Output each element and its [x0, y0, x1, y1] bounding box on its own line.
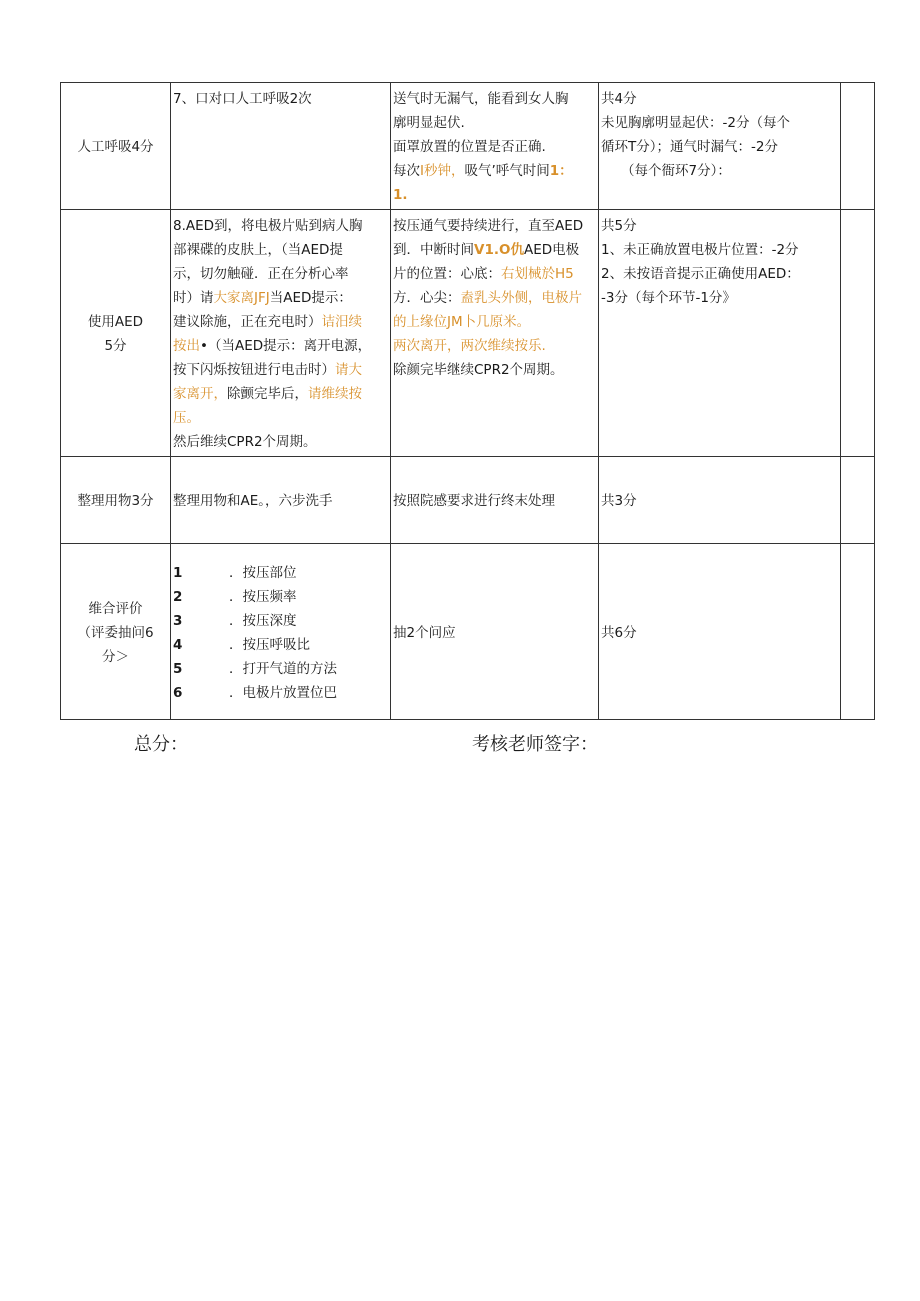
step-line: [173, 358, 388, 382]
signature-label: 考核老师签字：: [472, 734, 598, 755]
blank-cell: [841, 210, 875, 457]
highlight-text: 1.: [393, 187, 408, 203]
standard-text: 片的位置：心底：: [393, 266, 501, 282]
standard-evaluation: [391, 544, 599, 720]
highlight-text: 诘汨续: [321, 314, 362, 330]
highlight-text: 按出: [173, 338, 200, 354]
category-label: 5分: [104, 338, 127, 354]
question-list: [171, 544, 391, 720]
standard-line: 廓明显起伏.: [393, 115, 465, 131]
list-item: [173, 681, 388, 705]
score-aed: [599, 210, 841, 457]
standard-breathing: [391, 83, 599, 210]
category-label: 使用AED: [87, 314, 144, 330]
highlight-text: 盍乳头外侧，电极片: [460, 290, 582, 306]
standard-text: 每次: [393, 163, 420, 179]
score-line: 共4分: [601, 91, 637, 107]
row-breathing: [61, 83, 875, 210]
step-line: 示，切勿触碰．正在分析心率: [173, 266, 349, 282]
list-item: [173, 609, 388, 633]
standard-line: 面罩放置的位置是否正确.: [393, 139, 546, 155]
category-breathing: [61, 83, 171, 210]
highlight-text: I秒钟，: [420, 163, 465, 179]
score-line: 共5分: [601, 218, 637, 234]
step-text: 整理用物和AE。，六步洗手: [173, 493, 333, 509]
score-text: 共3分: [601, 493, 637, 509]
score-line: 循环T分）；通气时漏气：-2分: [601, 139, 778, 155]
category-aed: [61, 210, 171, 457]
score-line: -3分（每个环节-1分》: [601, 290, 736, 306]
category-label: 人工呼吸4分: [77, 139, 154, 155]
highlight-text: V1.O仇: [474, 242, 524, 258]
standard-line: [393, 159, 596, 183]
standard-text: 抽2个问应: [393, 624, 456, 641]
item-text: ．按压深度: [229, 612, 297, 629]
score-cleanup: [599, 457, 841, 544]
score-text: 共6分: [601, 624, 637, 641]
total-score-label: 总分：: [134, 734, 188, 755]
step-line: [173, 382, 388, 406]
standard-text: 到．中断时间: [393, 242, 474, 258]
standard-text: 吸气’呼气时间: [464, 163, 550, 179]
item-text: ．打开气道的方法: [229, 660, 337, 677]
item-number: 3: [173, 612, 183, 629]
highlight-text: 请维续按: [308, 386, 362, 402]
highlight-text: 1：: [549, 163, 573, 179]
standard-aed: [391, 210, 599, 457]
step-line: [173, 286, 388, 310]
item-text: ．按压呼吸比: [229, 636, 310, 653]
step-text: •（当AED提示：离开电源，: [200, 338, 372, 354]
standard-line: [393, 262, 596, 286]
step-text: 时）请: [173, 290, 214, 306]
highlight-text: 的上缘位JM卜几原米。: [393, 314, 531, 330]
step-breathing: [171, 83, 391, 210]
step-text: 7、口对口人工呼吸2次: [173, 91, 312, 107]
highlight-text: 右划械於H5: [501, 266, 574, 282]
standard-line: 送气时无漏气，能看到女人胸: [393, 91, 569, 107]
item-number: 2: [173, 588, 183, 605]
score-line: 未见胸廓明显起伏：-2分（每个: [601, 115, 790, 131]
step-line: [173, 310, 388, 334]
list-item: [173, 633, 388, 657]
score-breathing: [599, 83, 841, 210]
score-line: （每个衙环7分）：: [621, 163, 731, 179]
highlight-text: 压。: [173, 410, 200, 426]
category-label: 分＞: [102, 648, 129, 665]
step-text: 按下闪烁按钮进行电击时）: [173, 362, 335, 378]
item-text: ．按压频率: [229, 588, 297, 605]
standard-line: 按压通气要持续进行，直至AED: [393, 218, 584, 234]
category-label: 整理用物3分: [77, 493, 154, 509]
score-evaluation: [599, 544, 841, 720]
step-text: 除颤完毕后，: [227, 386, 308, 402]
item-number: 1: [173, 564, 183, 581]
item-number: 6: [173, 684, 183, 701]
highlight-text: 大家离JFJ: [213, 290, 270, 306]
step-line: 部裸碟的皮肤上，（当AED提: [173, 242, 343, 258]
highlight-text: 两次离开，两次维续按乐.: [393, 338, 546, 354]
item-number: 4: [173, 636, 183, 653]
list-item: [173, 561, 388, 585]
list-item: [173, 585, 388, 609]
standard-text: AED电极: [523, 242, 580, 258]
step-cleanup: [171, 457, 391, 544]
standard-text: 按照院感要求进行终末处理: [393, 493, 555, 509]
item-text: ．按压部位: [229, 564, 297, 581]
blank-cell: [841, 457, 875, 544]
step-line: 8.AED到，将电极片贴到病人胸: [173, 218, 363, 234]
standard-text: 方．心尖：: [393, 290, 461, 306]
step-aed: [171, 210, 391, 457]
score-line: 1、未正确放置电极片位置：-2分: [601, 242, 799, 258]
row-aed: [61, 210, 875, 457]
list-item: [173, 657, 388, 681]
step-line: [173, 334, 388, 358]
standard-line: 除颜完毕继续CPR2个周期。: [393, 362, 564, 378]
category-evaluation: [61, 544, 171, 720]
step-text: 建议除施，正在充电时）: [173, 314, 322, 330]
item-text: ．电极片放置位巴: [229, 684, 337, 701]
item-number: 5: [173, 660, 183, 677]
category-label: 维合评价: [88, 600, 143, 617]
category-cleanup: [61, 457, 171, 544]
standard-line: [393, 238, 596, 262]
highlight-text: 请大: [335, 362, 362, 378]
blank-cell: [841, 83, 875, 210]
category-label: （评委抽问6: [77, 624, 154, 641]
row-evaluation: [61, 544, 875, 720]
standard-line: [393, 286, 596, 310]
highlight-text: 家离开，: [173, 386, 227, 402]
step-line: 然后维续CPR2个周期。: [173, 434, 317, 450]
row-cleanup: [61, 457, 875, 544]
step-text: 当AED提示：: [269, 290, 352, 306]
assessment-table: [60, 82, 875, 720]
standard-cleanup: [391, 457, 599, 544]
score-line: 2、未按语音提示正确使用AED：: [601, 266, 800, 282]
blank-cell: [841, 544, 875, 720]
